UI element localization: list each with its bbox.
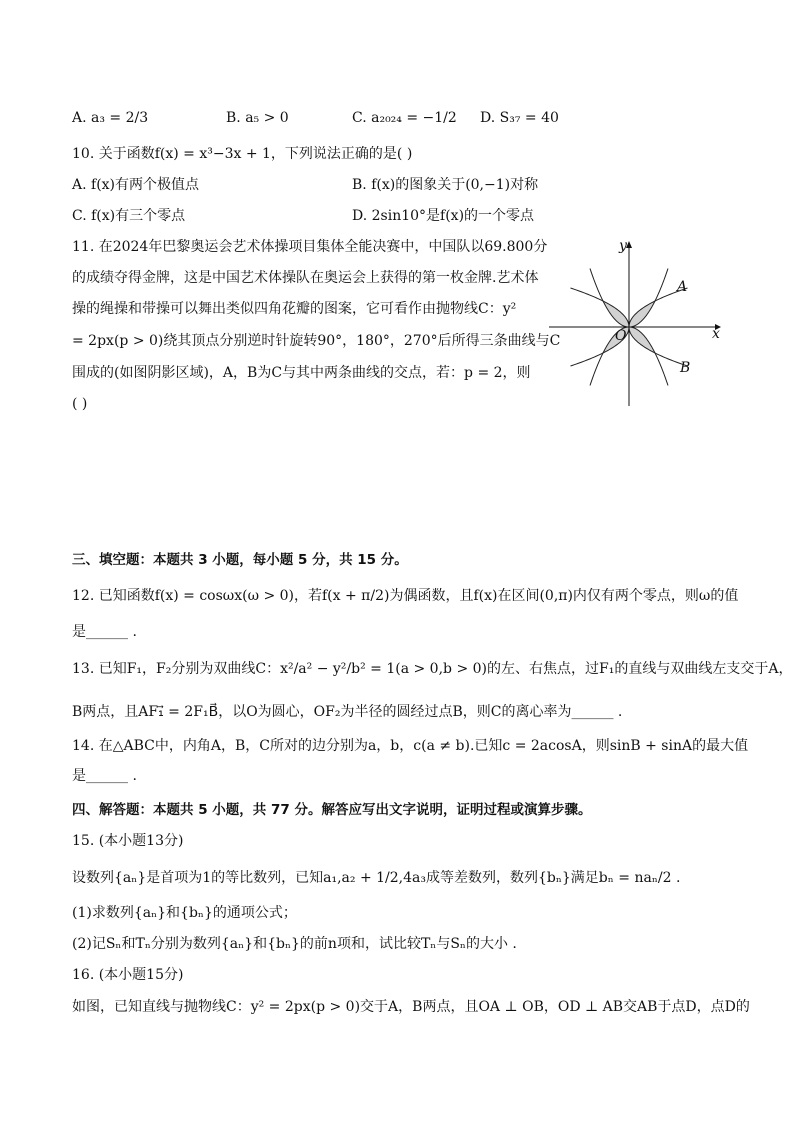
section-3-heading: 三、填空题：本题共 3 小题，每小题 5 分，共 15 分。 xyxy=(72,552,408,568)
q13-line-1: 13. 已知F₁，F₂分别为双曲线C：x²/a² − y²/b² = 1(a > 0,b > 0)的左、右焦点，过F₁的直线与双曲线左支交于A， xyxy=(72,661,793,677)
petal-diagram xyxy=(549,236,725,408)
q12-line-1: 12. 已知函数f(x) = cosωx(ω > 0)，若f(x + π/2)为偶函数，且f(x)在区间(0,π)内仅有两个零点，则ω的值 xyxy=(72,588,739,604)
petal-4 xyxy=(629,327,655,353)
petal-2 xyxy=(603,301,629,327)
q11-line-4: = 2px(p > 0)绕其顶点分别逆时针旋转90°，180°，270°后所得三条曲线与C xyxy=(72,333,561,349)
q11-line-6: ( ) xyxy=(72,396,88,412)
point-b-label: B xyxy=(680,360,691,376)
q11-line-3: 操的绳操和带操可以舞出类似四角花瓣的图案，它可看作由抛物线C：y² xyxy=(72,301,517,317)
q10-option-d: D. 2sin10°是f(x)的一个零点 xyxy=(352,208,535,224)
q10-stem: 10. 关于函数f(x) = x³−3x + 1，下列说法正确的是( ) xyxy=(72,146,413,162)
q15-part-1: (1)求数列{aₙ}和{bₙ}的通项公式； xyxy=(72,905,297,921)
q9-option-c: C. a₂₀₂₄ = −1/2 xyxy=(352,110,457,126)
q14-line-1: 14. 在△ABC中，内角A，B，C所对的边分别为a，b，c(a ≠ b).已知c = 2acosA，则sinB + sinA的最大值 xyxy=(72,738,749,754)
q9-option-b: B. a₅ > 0 xyxy=(226,110,289,126)
q10-option-b: B. f(x)的图象关于(0,−1)对称 xyxy=(352,177,539,193)
x-axis-label: x xyxy=(712,326,720,342)
section-4-heading: 四、解答题：本题共 5 小题，共 77 分。解答应写出文字说明，证明过程或演算步骤。 xyxy=(72,802,592,818)
petal-figure xyxy=(549,236,725,408)
q13-line-2: B两点，且AF₁⃗ = 2F₁B⃗，以O为圆心，OF₂为半径的圆经过点B，则C的离心率为______ . xyxy=(72,704,623,720)
q9-option-d: D. S₃₇ = 40 xyxy=(480,110,559,126)
q11-line-5: 围成的(如图阴影区域)，A，B为C与其中两条曲线的交点，若：p = 2，则 xyxy=(72,365,531,381)
q11-line-2: 的成绩夺得金牌，这是中国艺术体操队在奥运会上获得的第一枚金牌.艺术体 xyxy=(72,270,539,286)
q10-option-a: A. f(x)有两个极值点 xyxy=(72,177,200,193)
y-axis-label: y xyxy=(619,238,627,254)
point-a-label: A xyxy=(677,279,688,295)
q14-line-2: 是______ . xyxy=(72,768,137,784)
q16-stem: 如图，已知直线与抛物线C：y² = 2px(p > 0)交于A，B两点，且OA ⊥ OB，OD ⊥ AB交AB于点D，点D的 xyxy=(72,999,750,1015)
q16-title: 16. (本小题15分) xyxy=(72,967,184,983)
petal-1 xyxy=(629,301,655,327)
q10-option-c: C. f(x)有三个零点 xyxy=(72,208,186,224)
q15-stem: 设数列{aₙ}是首项为1的等比数列，已知a₁,a₂ + 1/2,4a₃成等差数列，数列{bₙ}满足bₙ = naₙ/2 . xyxy=(72,870,681,886)
q15-title: 15. (本小题13分) xyxy=(72,833,184,849)
q11-line-1: 11. 在2024年巴黎奥运会艺术体操项目集体全能决赛中，中国队以69.800分 xyxy=(72,239,548,255)
q15-part-2: (2)记Sₙ和Tₙ分别为数列{aₙ}和{bₙ}的前n项和，试比较Tₙ与Sₙ的大小 . xyxy=(72,936,517,952)
q12-line-2: 是______ . xyxy=(72,624,137,640)
q9-option-a: A. a₃ = 2/3 xyxy=(72,110,149,126)
origin-label: O xyxy=(615,328,627,344)
